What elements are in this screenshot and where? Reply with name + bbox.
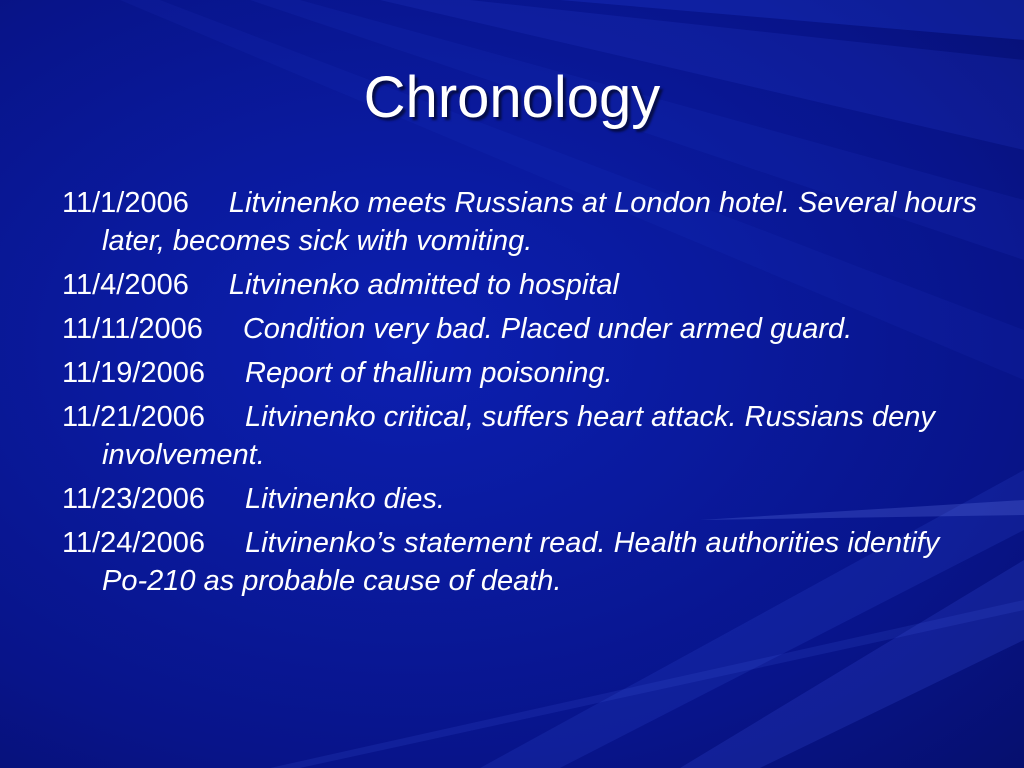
entry-description: Condition very bad. Placed under armed guard. xyxy=(242,313,853,345)
entry-date: 11/24/2006 xyxy=(62,527,205,559)
entry-date: 11/4/2006 xyxy=(62,269,189,301)
entry-description: Litvinenko critical, suffers heart attack. Russians deny involvement. xyxy=(102,401,935,471)
list-item xyxy=(62,354,982,392)
list-item xyxy=(62,266,982,304)
list-item xyxy=(62,310,982,348)
chronology-list xyxy=(62,184,982,606)
entry-date: 11/1/2006 xyxy=(62,187,189,219)
entry-description: Litvinenko dies. xyxy=(245,483,445,515)
entry-date: 11/11/2006 xyxy=(62,313,203,345)
list-item xyxy=(62,184,982,260)
entry-description: Litvinenko admitted to hospital xyxy=(228,269,620,301)
slide-title: Chronology xyxy=(363,65,661,130)
entry-date: 11/19/2006 xyxy=(62,357,205,389)
entry-date: 11/23/2006 xyxy=(62,483,205,515)
entry-date: 11/21/2006 xyxy=(62,401,205,433)
list-item xyxy=(62,398,982,474)
entry-description: Report of thallium poisoning. xyxy=(245,357,613,389)
entry-description: Litvinenko’s statement read. Health authorities identify Po-210 as probable cause of death. xyxy=(102,527,940,597)
entry-description: Litvinenko meets Russians at London hotel. Several hours later, becomes sick with vomiting. xyxy=(102,187,977,257)
list-item xyxy=(62,524,982,600)
list-item xyxy=(62,480,982,518)
